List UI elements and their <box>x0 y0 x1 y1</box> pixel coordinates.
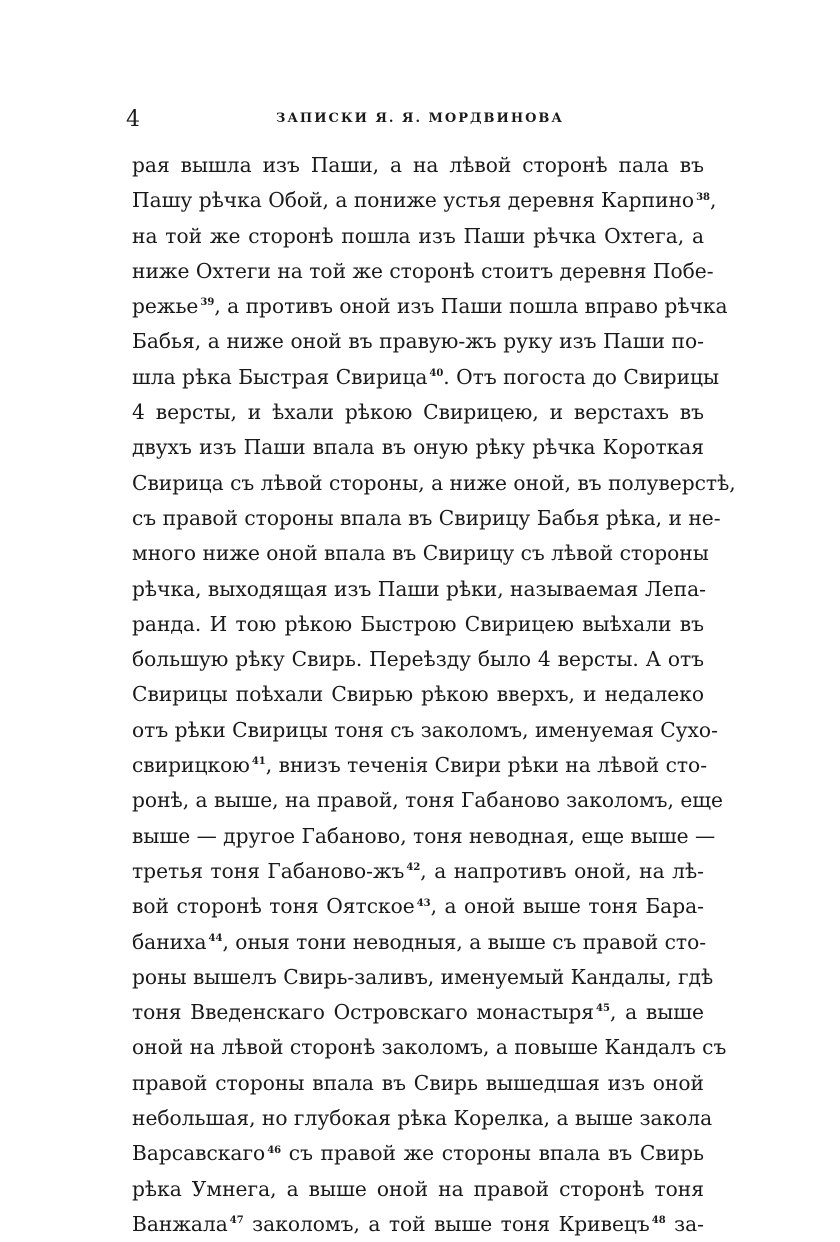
page-number: 4 <box>126 107 140 132</box>
text-line <box>132 677 704 712</box>
text-segment: съ правой стороны впала въ Свирицу Бабья рѣка, и не- <box>132 505 721 530</box>
footnote-marker: 42 <box>406 862 421 874</box>
text-line <box>132 607 704 642</box>
text-line <box>132 183 717 218</box>
text-segment: ронѣ, а выше, на правой, тоня Габаново заколомъ, еще <box>132 788 724 813</box>
text-segment: за- <box>665 1211 704 1236</box>
text-segment: Бабья, а ниже оной въ правую-жъ руку изъ Паши по- <box>132 329 704 354</box>
footnote-marker: 40 <box>429 368 444 380</box>
text-segment: рая вышла изъ Паши, а на лѣвой сторонѣ пала въ <box>132 153 704 177</box>
text-line <box>132 289 728 324</box>
text-segment: , внизъ теченія Свири рѣки на лѣвой сто- <box>265 753 708 778</box>
text-segment: много ниже оной впала въ Свирицу съ лѣвой стороны <box>132 541 709 566</box>
text-line <box>132 324 704 359</box>
text-line <box>132 219 704 254</box>
running-title: ЗАПИСКИ Я. Я. МОРДВИНОВА <box>275 111 565 126</box>
footnote-marker: 43 <box>416 897 431 909</box>
text-line <box>132 1066 704 1101</box>
text-segment: Пашу рѣчка Обой, а пониже устья деревня Карпино <box>132 188 695 213</box>
text-segment: тоня Введенскаго Островскаго монастыря <box>132 1000 595 1025</box>
text-line <box>132 572 704 607</box>
text-line <box>132 783 724 818</box>
text-segment: роны вышелъ Свирь-заливъ, именуемый Кандалы, гдѣ <box>132 964 714 989</box>
text-line <box>132 925 707 960</box>
text-segment: большую рѣку Свирь. Переѣзду было 4 версты. А отъ <box>132 647 704 672</box>
text-line <box>132 360 720 395</box>
text-segment: на той же сторонѣ пошла изъ Паши рѣчка Охтега, а <box>132 223 704 248</box>
text-line <box>132 1207 704 1242</box>
text-segment: рѣчка, выходящая изъ Паши рѣки, называемая Лепа- <box>132 576 706 601</box>
text-segment: Свирицы поѣхали Свирью рѣкою вверхъ, и недалеко <box>132 682 704 707</box>
text-segment: Свирица съ лѣвой стороны, а ниже оной, въ полуверстѣ, <box>132 470 736 495</box>
text-segment: небольшая, но глубокая рѣка Корелка, а выше закола <box>132 1106 713 1131</box>
text-segment: правой стороны впала въ Свирь вышедшая изъ оной <box>132 1070 704 1095</box>
footnote-marker: 47 <box>229 1215 244 1227</box>
text-segment: , а выше <box>609 1000 705 1025</box>
text-line <box>132 466 736 501</box>
footnote-marker: 38 <box>696 191 711 203</box>
text-line <box>132 642 704 677</box>
text-line <box>132 819 716 854</box>
text-segment: , а напротивъ оной, на лѣ- <box>420 858 704 883</box>
text-segment: баниха <box>132 929 207 954</box>
footnote-marker: 46 <box>267 1144 282 1156</box>
text-segment: 4 версты, и ѣхали рѣкою Свирицею, и верстахъ въ <box>132 400 704 425</box>
footnote-marker: 39 <box>200 297 215 309</box>
text-segment: Варсавскаго <box>132 1141 266 1166</box>
text-line <box>132 1101 713 1136</box>
text-line <box>132 1172 704 1207</box>
text-line <box>132 960 714 995</box>
footnote-marker: 41 <box>251 756 266 768</box>
text-segment: ниже Охтеги на той же сторонѣ стоитъ деревня Побе- <box>132 258 714 283</box>
text-segment: шла рѣка Быстрая Свирица <box>132 364 428 389</box>
text-line <box>132 430 704 465</box>
text-segment: , <box>710 188 717 213</box>
footnote-marker: 45 <box>596 1003 610 1015</box>
text-line <box>132 854 704 889</box>
text-line <box>132 1136 704 1171</box>
text-line <box>132 1030 727 1065</box>
text-segment: съ правой же стороны впала въ Свирь <box>281 1141 704 1166</box>
footnote-marker: 48 <box>651 1215 666 1227</box>
text-line <box>132 254 714 289</box>
text-segment: режье <box>132 294 199 319</box>
text-segment: выше — другое Габаново, тоня неводная, еще выше — <box>132 823 716 848</box>
text-segment: свирицкою <box>132 753 250 778</box>
text-segment: вой сторонѣ тоня Оятское <box>132 894 415 919</box>
text-segment: двухъ изъ Паши впала въ оную рѣку рѣчка Короткая <box>132 435 704 460</box>
text-segment: заколомъ, а той выше тоня Кривецъ <box>243 1211 650 1236</box>
text-segment: отъ рѣки Свирицы тоня съ заколомъ, именуемая Сухо- <box>132 717 718 742</box>
footnote-marker: 44 <box>208 932 223 944</box>
text-line <box>132 395 704 430</box>
text-segment: , а противъ оной изъ Паши пошла вправо рѣчка <box>214 294 728 319</box>
text-line <box>132 501 721 536</box>
text-segment: рѣка Умнега, а выше оной на правой сторонѣ тоня <box>132 1176 704 1201</box>
text-line <box>132 889 704 924</box>
text-line <box>132 536 709 571</box>
text-line <box>132 713 718 748</box>
text-segment: , оныя тони неводныя, а выше съ правой сто- <box>222 929 707 954</box>
body-text <box>132 148 736 1242</box>
text-segment: . Отъ погоста до Свирицы <box>443 364 720 389</box>
text-segment: ранда. И тою рѣкою Быстрою Свирицею выѣхали въ <box>132 611 704 636</box>
text-segment: оной на лѣвой сторонѣ заколомъ, а повыше Кандалъ съ <box>132 1035 727 1060</box>
text-segment: Ванжала <box>132 1211 228 1236</box>
text-line <box>132 148 704 183</box>
text-line <box>132 995 704 1030</box>
text-segment: , а оной выше тоня Бара- <box>430 894 704 919</box>
text-segment: третья тоня Габаново-жъ <box>132 858 405 883</box>
text-line <box>132 748 708 783</box>
